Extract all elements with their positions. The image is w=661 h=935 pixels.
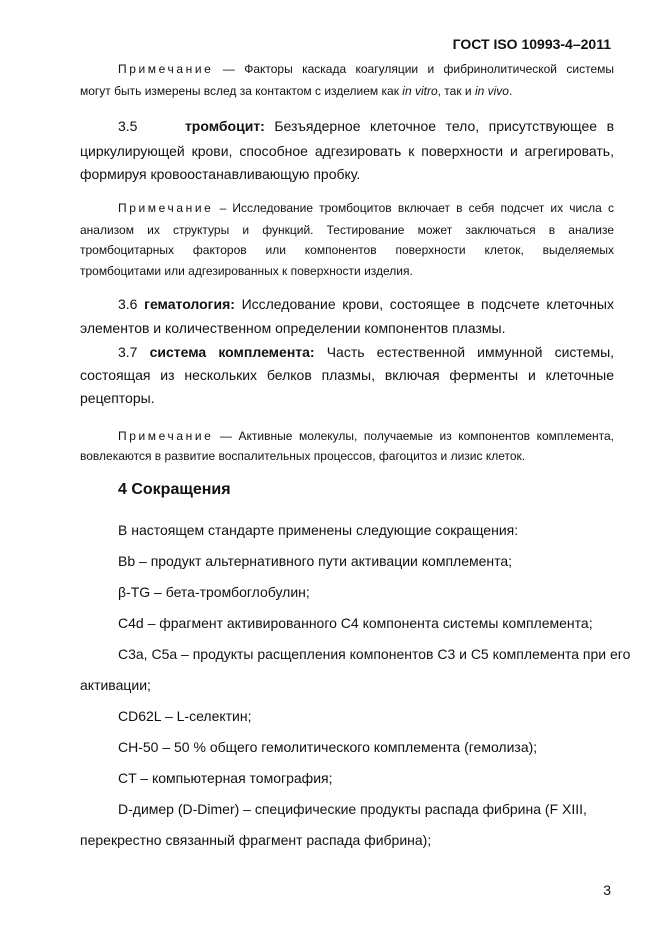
section-intro: В настоящем стандарте применены следующие сокращения:	[118, 522, 519, 538]
definition-line: 3.5 тромбоцит: Безъядерное клеточное тело, присутствующее в	[118, 118, 615, 134]
list-item: активации;	[80, 677, 151, 693]
note-line: тромбоцитарных факторов или компонентов поверхности клеток, выделяемых	[80, 243, 614, 257]
note-label: Примечание	[118, 62, 214, 76]
definition-line: циркулирующей крови, способное адгезировать к поверхности и агрегировать,	[80, 143, 614, 159]
definition-line: состоящая из нескольких белков плазмы, включая ферменты и клеточные	[80, 367, 614, 383]
list-item: D-димер (D-Dimer) – специфические продукты распада фибрина (F XIII,	[118, 801, 587, 817]
term: система	[149, 344, 207, 360]
page-number: 3	[603, 882, 611, 898]
term: тромбоцит:	[184, 118, 265, 134]
note-line: вовлекаются в развитие воспалительных процессов, фагоцитоз и лизис клеток.	[80, 449, 526, 463]
section-heading: 4 Сокращения	[118, 481, 231, 498]
term-number: 3.5	[118, 118, 138, 134]
term-number: 3.7	[118, 344, 138, 360]
note-label: Примечание	[118, 429, 214, 443]
note-label: Примечание	[118, 201, 214, 215]
term: гематология:	[144, 296, 235, 312]
list-item: β-TG – бета-тромбоглобулин;	[118, 584, 310, 600]
definition-line: формируя кровоостанавливающую пробку.	[80, 166, 361, 182]
list-item: CT – компьютерная томография;	[118, 770, 333, 786]
note-line: Примечание – Исследование тромбоцитов включает в себя подсчет их числа с	[118, 201, 614, 215]
note-line: анализом их структуры и функций. Тестирование может заключаться в анализе	[80, 223, 614, 237]
definition-line: рецепторы.	[80, 390, 155, 406]
list-item: CD62L – L-селектин;	[118, 708, 252, 724]
term-number: 3.6	[118, 296, 138, 312]
definition-line: элементов и количественном определении компонентов плазмы.	[80, 320, 506, 336]
list-item: C4d – фрагмент активированного C4 компонента системы комплемента;	[118, 615, 593, 631]
note-line: тромбоцитами или адгезированных к поверхности изделия.	[80, 264, 413, 278]
list-item: перекрестно связанный фрагмент распада фибрина);	[80, 832, 432, 848]
definition-line: 3.7 система комплемента: Часть естественной иммунной системы,	[118, 344, 615, 360]
list-item: CH-50 – 50 % общего гемолитического комплемента (гемолиза);	[118, 739, 538, 755]
definition-line: 3.6 гематология: Исследование крови, состоящее в подсчете клеточных	[118, 296, 614, 312]
note-line: могут быть измерены вслед за контактом с изделием как in vitro, так и in vivo.	[80, 84, 513, 98]
document-header: ГОСТ ISO 10993-4–2011	[452, 36, 611, 52]
term: комплемента:	[218, 344, 315, 360]
list-item: Bb – продукт альтернативного пути активации комплемента;	[118, 553, 513, 569]
list-item: C3a, C5a – продукты расщепления компонентов C3 и C5 комплемента при его	[118, 646, 631, 662]
note-line: Примечание — Активные молекулы, получаемые из компонентов комплемента,	[118, 429, 614, 443]
note-line: Примечание — Факторы каскада коагуляции и фибринолитической системы	[118, 62, 614, 76]
